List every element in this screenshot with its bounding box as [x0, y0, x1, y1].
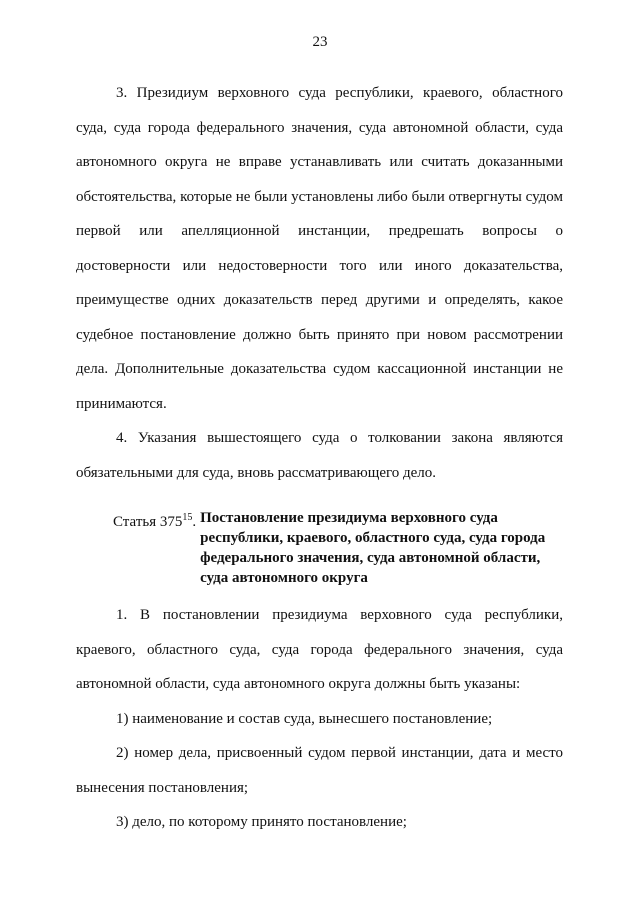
list-item-3: 3) дело, по которому принято постановление;: [116, 814, 407, 830]
article-number: [113, 508, 196, 588]
article-label-text: Статья 375: [113, 514, 183, 530]
article-label-suffix: .: [192, 514, 197, 530]
list-item-1: 1) наименование и состав суда, вынесшего постановление;: [116, 710, 493, 727]
article-heading: [76, 508, 563, 588]
article-title-line: федерального значения, суда автономной области,: [200, 550, 541, 566]
article-title-line: республики, краевого, областного суда, суда города: [200, 530, 546, 546]
document-body: [76, 76, 563, 840]
paragraph-1: 1. В постановлении президиума верховного суда республики, краевого, областного суда, суда города федерального значения, суда автономной области, суда автономного округа должны быть указаны:: [76, 607, 563, 692]
paragraph-3: 3. Президиум верховного суда республики, краевого, областного суда, суда города федерального значения, суда автономной области, суда автономного округа не вправе устанавливать или считать доказанными обстоятельства, которые не были установлены либо были отвергнуты судом первой или апелляционной инстанции, предрешать вопросы о достоверности или недостоверности того или иного доказательства, преимуществе одних доказательств перед другими и определять, какое судебное постановление должно быть принято при новом рассмотрении дела. Дополнительные доказательства судом кассационной инстанции не принимаются.: [76, 85, 563, 412]
article-title-line: суда автономного округа: [200, 570, 368, 586]
page-number: 23: [312, 34, 328, 50]
article-title-line: Постановление президиума верховного суда: [200, 510, 498, 526]
article-superscript: 15: [182, 512, 193, 523]
list-item-2: 2) номер дела, присвоенный судом первой инстанции, дата и место вынесения постановления;: [76, 745, 563, 796]
article-title: [200, 508, 560, 588]
paragraph-4: 4. Указания вышестоящего суда о толковании закона являются обязательными для суда, вновь рассматривающего дело.: [76, 430, 563, 481]
